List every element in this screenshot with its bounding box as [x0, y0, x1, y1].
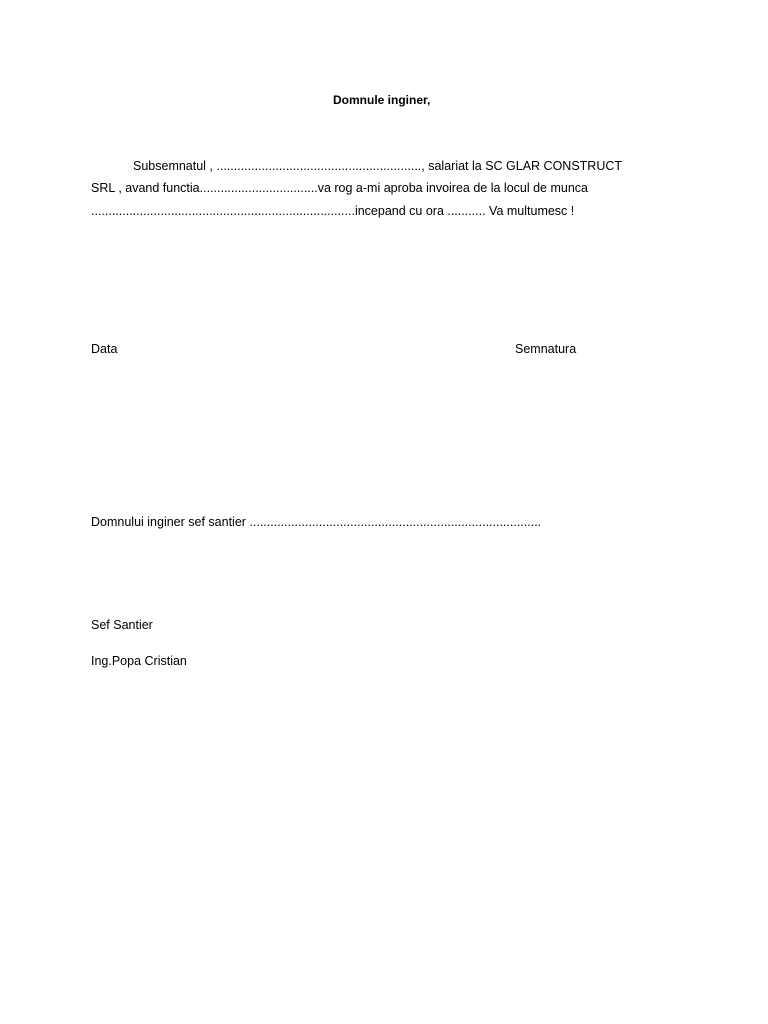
date-label: Data	[91, 342, 118, 356]
greeting-heading: Domnule inginer,	[333, 93, 431, 107]
signer-name: Ing.Popa Cristian	[91, 654, 187, 668]
role-label: Sef Santier	[91, 618, 153, 632]
addressee-line: Domnului inginer sef santier ....................................................................................	[91, 515, 542, 529]
request-paragraph-line-2: SRL , avand functia..................................va rog a-mi aproba invoirea de la locul de munca	[91, 181, 588, 195]
signature-label: Semnatura	[515, 342, 577, 356]
request-paragraph-line-3: ............................................................................incepand cu ora ........... Va multumesc !	[91, 204, 575, 218]
request-paragraph-line-1: Subsemnatul , ..........................................................., salariat la SC GLAR CONSTRUCT	[133, 159, 623, 173]
